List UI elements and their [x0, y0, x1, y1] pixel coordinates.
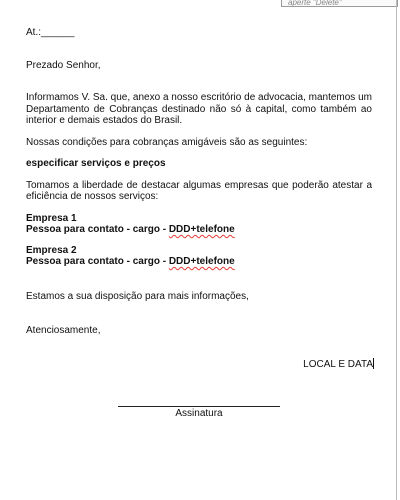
company-contact — [26, 256, 372, 268]
company-name: Empresa 1 — [26, 212, 77, 224]
greeting: Prezado Senhor, — [26, 59, 101, 71]
contact-phone: DDD+telefone — [168, 224, 235, 235]
signature-line: Assinatura — [118, 406, 280, 420]
text-cursor — [373, 358, 374, 369]
contact-prefix: Pessoa para contato - cargo - — [26, 224, 169, 235]
company-reference — [26, 213, 372, 236]
company-contact — [26, 224, 372, 236]
intro-paragraph: Informamos V. Sa. que, anexo a nosso escritório de advocacia, mantemos um Departamento de Cobranças destinado não só à capital, como também ao interior e demais estados do Brasil. — [26, 92, 372, 126]
conditions-paragraph: Nossas condições para cobranças amigáveis são as seguintes: — [26, 136, 308, 148]
letter-body[interactable] — [26, 27, 372, 370]
company-reference — [26, 245, 372, 268]
page-edge-divider — [396, 0, 397, 500]
recipient-line: At.:______ — [26, 27, 75, 38]
company-name: Empresa 2 — [26, 244, 77, 256]
services-placeholder: especificar serviços e preços — [26, 158, 166, 169]
contact-prefix: Pessoa para contato - cargo - — [26, 256, 169, 267]
hint-box: aperte "Delete" — [281, 0, 398, 7]
local-date-text: LOCAL E DATA — [303, 358, 373, 370]
availability-line: Estamos a sua disposição para mais informações, — [26, 290, 249, 302]
local-date-line — [26, 358, 374, 371]
references-paragraph: Tomamos a liberdade de destacar algumas empresas que poderão atestar a eficiência de nossos serviços: — [26, 179, 372, 202]
contact-phone: DDD+telefone — [168, 256, 235, 267]
closing-line: Atenciosamente, — [26, 325, 101, 336]
